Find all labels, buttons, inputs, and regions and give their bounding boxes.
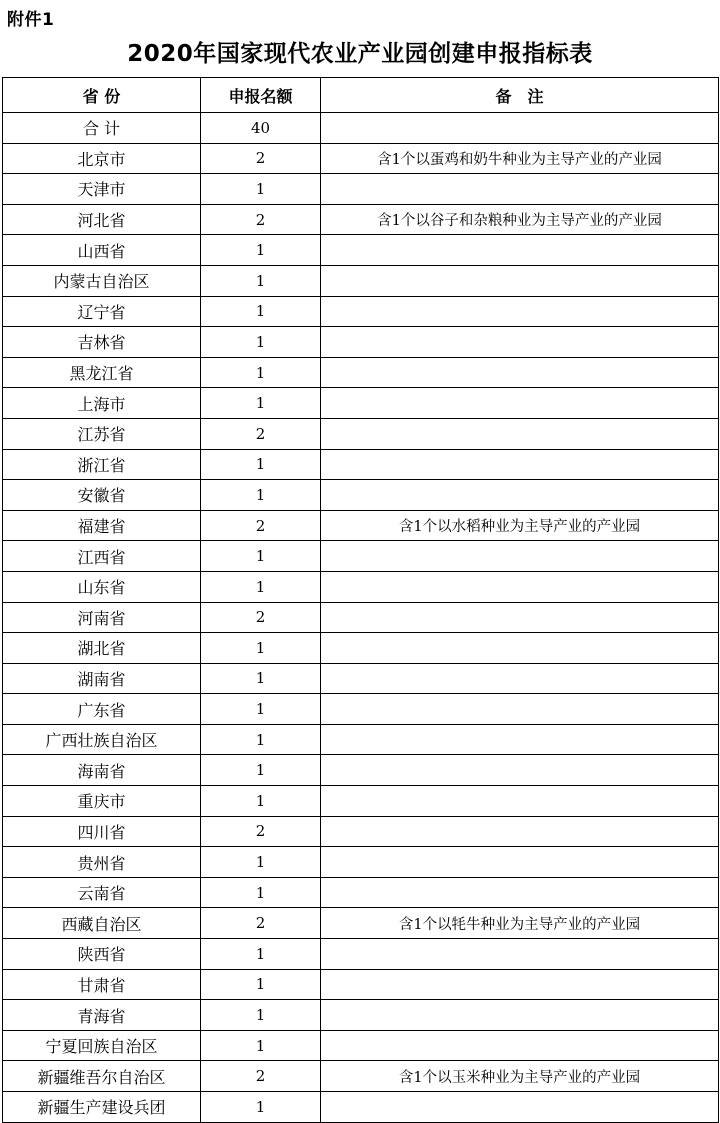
note-cell — [321, 1092, 719, 1123]
table-row — [3, 724, 719, 755]
quota-cell: 1 — [201, 786, 321, 817]
table-row — [3, 1092, 719, 1123]
note-cell — [321, 816, 719, 847]
province-cell: 西藏自治区 — [3, 908, 201, 939]
quota-cell: 1 — [201, 541, 321, 572]
province-cell: 湖南省 — [3, 663, 201, 694]
province-cell: 天津市 — [3, 174, 201, 205]
note-cell — [321, 969, 719, 1000]
header-quota: 申报名额 — [201, 78, 321, 113]
province-cell: 江苏省 — [3, 418, 201, 449]
table-row — [3, 602, 719, 633]
province-cell: 海南省 — [3, 755, 201, 786]
table-row — [3, 939, 719, 970]
table-row — [3, 1030, 719, 1061]
note-cell — [321, 571, 719, 602]
table-row — [3, 877, 719, 908]
province-cell: 河南省 — [3, 602, 201, 633]
note-cell — [321, 265, 719, 296]
note-cell — [321, 663, 719, 694]
total-quota: 40 — [201, 113, 321, 144]
table-row — [3, 480, 719, 511]
note-cell — [321, 724, 719, 755]
province-cell: 山西省 — [3, 235, 201, 266]
province-cell: 新疆维吾尔自治区 — [3, 1061, 201, 1092]
quota-cell: 2 — [201, 418, 321, 449]
note-cell — [321, 633, 719, 664]
quota-cell: 2 — [201, 510, 321, 541]
table-row — [3, 204, 719, 235]
quota-cell: 2 — [201, 816, 321, 847]
quota-cell: 1 — [201, 296, 321, 327]
province-cell: 甘肃省 — [3, 969, 201, 1000]
note-cell — [321, 1030, 719, 1061]
province-cell: 北京市 — [3, 143, 201, 174]
total-note — [321, 113, 719, 144]
province-cell: 安徽省 — [3, 480, 201, 511]
table-row — [3, 357, 719, 388]
province-cell: 浙江省 — [3, 449, 201, 480]
table-row — [3, 663, 719, 694]
quota-cell: 1 — [201, 847, 321, 878]
note-cell — [321, 296, 719, 327]
quota-cell: 2 — [201, 908, 321, 939]
table-row — [3, 388, 719, 419]
table-row — [3, 1061, 719, 1092]
note-cell: 含1个以谷子和杂粮种业为主导产业的产业园 — [321, 204, 719, 235]
quota-cell: 1 — [201, 449, 321, 480]
quota-cell: 2 — [201, 1061, 321, 1092]
note-cell — [321, 174, 719, 205]
province-cell: 江西省 — [3, 541, 201, 572]
province-cell: 陕西省 — [3, 939, 201, 970]
quota-cell: 1 — [201, 969, 321, 1000]
quota-cell: 2 — [201, 602, 321, 633]
note-cell: 含1个以水稻种业为主导产业的产业园 — [321, 510, 719, 541]
attachment-label: 附件1 — [7, 10, 55, 30]
table-row — [3, 755, 719, 786]
header-note: 备 注 — [321, 78, 719, 113]
note-cell — [321, 877, 719, 908]
quota-cell: 1 — [201, 1030, 321, 1061]
note-cell — [321, 418, 719, 449]
table-row — [3, 296, 719, 327]
province-cell: 辽宁省 — [3, 296, 201, 327]
province-cell: 广东省 — [3, 694, 201, 725]
province-cell: 黑龙江省 — [3, 357, 201, 388]
table-row — [3, 265, 719, 296]
province-cell: 四川省 — [3, 816, 201, 847]
quota-cell: 1 — [201, 1092, 321, 1123]
province-cell: 宁夏回族自治区 — [3, 1030, 201, 1061]
table-row — [3, 908, 719, 939]
quota-cell: 1 — [201, 724, 321, 755]
quota-cell: 1 — [201, 357, 321, 388]
table-row — [3, 418, 719, 449]
quota-cell: 2 — [201, 143, 321, 174]
note-cell — [321, 602, 719, 633]
quota-cell: 1 — [201, 663, 321, 694]
table-row — [3, 449, 719, 480]
province-cell: 福建省 — [3, 510, 201, 541]
note-cell: 含1个以蛋鸡和奶牛种业为主导产业的产业园 — [321, 143, 719, 174]
note-cell — [321, 449, 719, 480]
total-row — [3, 113, 719, 144]
province-cell: 重庆市 — [3, 786, 201, 817]
quota-cell: 1 — [201, 571, 321, 602]
quota-cell: 1 — [201, 755, 321, 786]
table-row — [3, 847, 719, 878]
quota-table — [2, 77, 719, 1123]
province-cell: 河北省 — [3, 204, 201, 235]
table-row — [3, 786, 719, 817]
table-row — [3, 969, 719, 1000]
province-cell: 上海市 — [3, 388, 201, 419]
note-cell — [321, 694, 719, 725]
quota-cell: 1 — [201, 1000, 321, 1031]
quota-cell: 1 — [201, 388, 321, 419]
note-cell — [321, 388, 719, 419]
quota-cell: 2 — [201, 204, 321, 235]
table-row — [3, 571, 719, 602]
province-cell: 吉林省 — [3, 327, 201, 358]
table-row — [3, 510, 719, 541]
table-row — [3, 327, 719, 358]
quota-cell: 1 — [201, 480, 321, 511]
note-cell — [321, 939, 719, 970]
header-province: 省 份 — [3, 78, 201, 113]
quota-cell: 1 — [201, 174, 321, 205]
table-body — [3, 113, 719, 1123]
note-cell: 含1个以牦牛种业为主导产业的产业园 — [321, 908, 719, 939]
table-row — [3, 694, 719, 725]
total-label: 合 计 — [3, 113, 201, 144]
quota-cell: 1 — [201, 235, 321, 266]
quota-cell: 1 — [201, 877, 321, 908]
table-row — [3, 235, 719, 266]
quota-cell: 1 — [201, 327, 321, 358]
note-cell — [321, 327, 719, 358]
note-cell: 含1个以玉米种业为主导产业的产业园 — [321, 1061, 719, 1092]
note-cell — [321, 755, 719, 786]
province-cell: 云南省 — [3, 877, 201, 908]
note-cell — [321, 235, 719, 266]
province-cell: 新疆生产建设兵团 — [3, 1092, 201, 1123]
table-header-row — [3, 78, 719, 113]
table-row — [3, 541, 719, 572]
province-cell: 内蒙古自治区 — [3, 265, 201, 296]
table-row — [3, 1000, 719, 1031]
table-row — [3, 143, 719, 174]
table-row — [3, 633, 719, 664]
page-title: 2020年国家现代农业产业园创建申报指标表 — [127, 41, 593, 67]
quota-cell: 1 — [201, 265, 321, 296]
note-cell — [321, 541, 719, 572]
province-cell: 广西壮族自治区 — [3, 724, 201, 755]
note-cell — [321, 480, 719, 511]
table-row — [3, 816, 719, 847]
quota-cell: 1 — [201, 633, 321, 664]
note-cell — [321, 357, 719, 388]
note-cell — [321, 1000, 719, 1031]
province-cell: 湖北省 — [3, 633, 201, 664]
quota-cell: 1 — [201, 939, 321, 970]
table-row — [3, 174, 719, 205]
note-cell — [321, 847, 719, 878]
province-cell: 贵州省 — [3, 847, 201, 878]
province-cell: 山东省 — [3, 571, 201, 602]
province-cell: 青海省 — [3, 1000, 201, 1031]
quota-cell: 1 — [201, 694, 321, 725]
note-cell — [321, 786, 719, 817]
